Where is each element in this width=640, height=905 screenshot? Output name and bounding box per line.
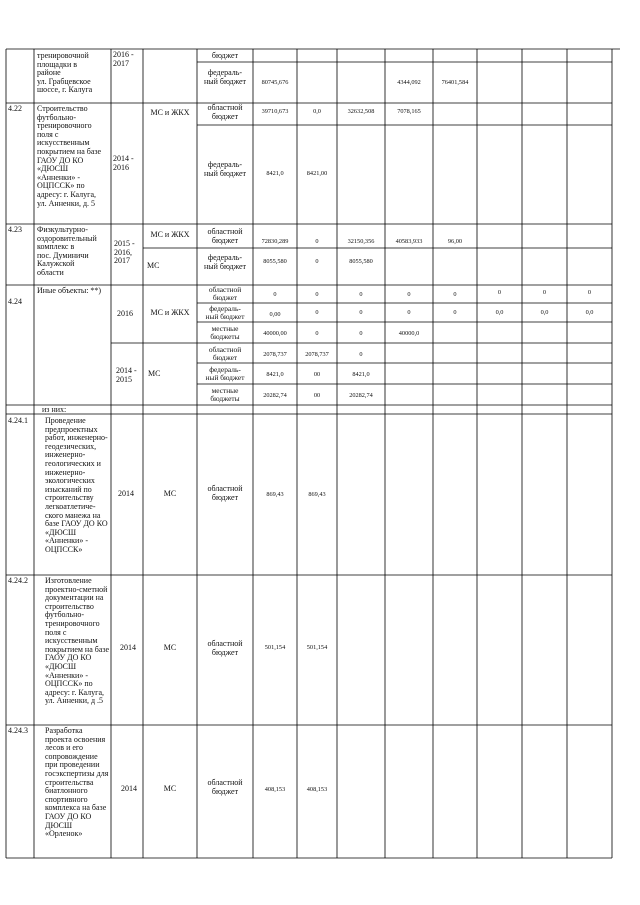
row-4-22-obl-c4: 7078,165 [397,108,421,115]
row-4-24-period-b: 2014 - 2015 [116,366,137,384]
row-4-21-period: 2016 - 2017 [113,50,134,68]
row-4-24-2-budget: областной бюджет [207,639,243,657]
row-4-22-fed-c2: 8421,00 [306,170,328,177]
row-4-22-fed-total: 8421,0 [266,170,284,177]
row-4-24-1-number: 4.24.1 [8,416,28,425]
row-4-24-1-c2: 869,43 [308,491,326,498]
subtotal-label: из них: [42,405,67,414]
row-4-21-fed-total: 80745,676 [261,79,289,86]
row-4-23-obl-c3: 32150,356 [347,238,375,245]
row-4-24-2-number: 4.24.2 [8,576,28,585]
row-4-23-period: 2015 - 2016, 2017 [114,239,135,266]
row-4-24-1-name: Проведение предпроектных работ, инженерно- геодезических, инженерно- геологических и инженерно- экологических изысканий по строительству легкоатлетиче- ского манежа на базе ГАОУ ДО КО «ДЮСШ «Анненки» - ОЦПСCК» [45,416,108,554]
row-4-24-fed-b-c3: 8421,0 [352,371,370,378]
row-4-24-1-executor: МС [163,489,177,498]
row-4-23-number: 4.23 [8,225,22,234]
row-4-21-fed-label: федераль- ный бюджет [203,68,247,86]
row-4-23-fed-total: 8055,580 [263,258,287,265]
row-4-22-obl-c2: 0,0 [313,108,321,115]
row-4-24-obl-a-c7: 0 [542,289,547,296]
row-4-22-number: 4.22 [8,104,22,113]
row-4-24-fed-a-c8: 0,0 [585,309,594,316]
row-4-24-3-executor: МС [163,784,177,793]
row-4-24-fed-a-c2: 0 [315,309,319,316]
row-4-24-mest-b-c1: 20282,74 [263,392,287,399]
row-4-23-executor-1: МС и ЖКХ [150,230,190,239]
row-4-24-fed-a-c4: 0 [407,309,411,316]
row-4-23-fed-c2: 0 [315,258,319,265]
row-4-23-obl-c5: 96,00 [447,238,463,245]
row-4-24-fed-label-a: федераль- ный бюджет [205,304,245,321]
row-4-22-name: Строительство футбольно- тренировочного поля с искусственным покрытием на базе ГАОУ ДО КО «ДЮСШ «Анненки» - ОЦПСCК» по адресу: г. Калуга, ул. Анненки, д. 5 [37,104,102,208]
row-4-24-1-budget: областной бюджет [207,484,243,502]
row-4-24-2-c2: 501,154 [306,644,328,651]
row-4-24-3-year: 2014 [121,784,137,793]
row-4-24-2-name: Изготовление проектно-сметной документации на строительство футбольно- тренировочного поля с искусственным покрытием на базе ГАОУ ДО КО «ДЮСШ «Анненки» - ОЦПСCК» по адресу: г. Калуга, ул. Анненки, д .5 [45,576,110,706]
row-4-24-1-total: 869,43 [266,491,284,498]
row-4-21-name: тренировочной площадки в районе ул. Грабцевское шоссе, г. Калуга [37,51,93,95]
row-4-24-fed-a-c7: 0,0 [540,309,549,316]
row-4-22-fed-label: федераль- ный бюджет [203,160,247,178]
row-4-24-3-name: Разработка проекта освоения лесов и его сопровождение при проведении госэкспертизы для строительства биатлонного спортивного комплекса на базе ГАОУ ДО КО ДЮСШ «Орленок» [45,726,109,839]
row-4-24-fed-a-c1: 0,00 [269,311,281,318]
row-4-24-fed-a-c6: 0,0 [495,309,504,316]
row-4-22-executor: МС и ЖКХ [150,108,190,117]
row-4-21-fed-c4: 4344,092 [397,79,421,86]
row-4-23-name: Физкультурно- оздоровительный комплекс в пос. Думиничи Калужской области [37,225,97,277]
row-4-24-fed-b-c1: 8421,0 [266,371,284,378]
row-4-24-obl-b-c2: 2078,737 [305,351,329,358]
row-4-24-obl-b-c3: 0 [359,351,363,358]
row-4-24-mest-b-c2: 00 [313,392,321,399]
row-4-24-obl-label-b: областной бюджет [208,345,242,362]
row-4-22-obl-label: областной бюджет [207,103,243,121]
row-4-23-fed-c3: 8055,580 [349,258,373,265]
row-4-24-obl-label-a: областной бюджет [208,285,242,302]
row-4-24-2-total: 501,154 [264,644,286,651]
row-4-21-budget-label: бюджет [211,51,239,60]
row-4-24-obl-a-c4: 0 [407,291,411,298]
row-4-24-mest-a-c4: 40000,0 [398,330,420,337]
row-4-24-fed-b-c2: 00 [313,371,321,378]
row-4-24-mest-label-a: местные бюджеты [210,324,240,341]
row-4-24-mest-a-c2: 0 [315,330,319,337]
row-4-22-obl-total: 39710,673 [261,108,289,115]
row-4-24-3-budget: областной бюджет [207,778,243,796]
row-4-24-mest-a-c3: 0 [359,330,363,337]
row-4-24-obl-a-c5: 0 [453,291,457,298]
row-4-24-3-number: 4.24.3 [8,726,28,735]
row-4-23-obl-c4: 40583,933 [395,238,423,245]
row-4-22-period: 2014 - 2016 [113,154,134,172]
row-4-24-obl-b-c1: 2078,737 [263,351,287,358]
row-4-24-period-a: 2016 [117,309,133,318]
row-4-24-name: Иные объекты: **) [37,286,102,295]
row-4-23-fed-label: федераль- ный бюджет [203,253,247,271]
row-4-23-obl-c2: 0 [315,238,319,245]
row-4-24-executor-a: МС и ЖКХ [150,308,190,317]
row-4-24-mest-a-c1: 40000,00 [263,330,287,337]
row-4-24-obl-a-c1: 0 [273,291,277,298]
row-4-23-obl-label: областной бюджет [207,227,243,245]
row-4-21-fed-c5: 76401,584 [441,79,469,86]
row-4-24-2-year: 2014 [120,643,136,652]
row-4-23-obl-total: 72830,289 [261,238,289,245]
row-4-24-obl-a-c8: 0 [587,289,592,296]
row-4-24-executor-b: МС [148,369,161,378]
row-4-24-3-total: 408,153 [264,786,286,793]
row-4-24-fed-label-b: федераль- ный бюджет [205,365,245,382]
row-4-22-obl-c3: 32632,508 [347,108,375,115]
row-4-24-number: 4.24 [8,297,22,306]
row-4-24-fed-a-c3: 0 [359,309,363,316]
row-4-24-obl-a-c3: 0 [359,291,363,298]
row-4-24-fed-a-c5: 0 [453,309,457,316]
row-4-24-2-executor: МС [163,643,177,652]
row-4-23-executor-2: МС [147,261,160,270]
row-4-24-obl-a-c6: 0 [497,289,502,296]
row-4-24-obl-a-c2: 0 [315,291,319,298]
row-4-24-mest-label-b: местные бюджеты [210,386,240,403]
row-4-24-1-year: 2014 [118,489,134,498]
row-4-24-3-c2: 408,153 [306,786,328,793]
row-4-24-mest-b-c3: 20282,74 [349,392,373,399]
